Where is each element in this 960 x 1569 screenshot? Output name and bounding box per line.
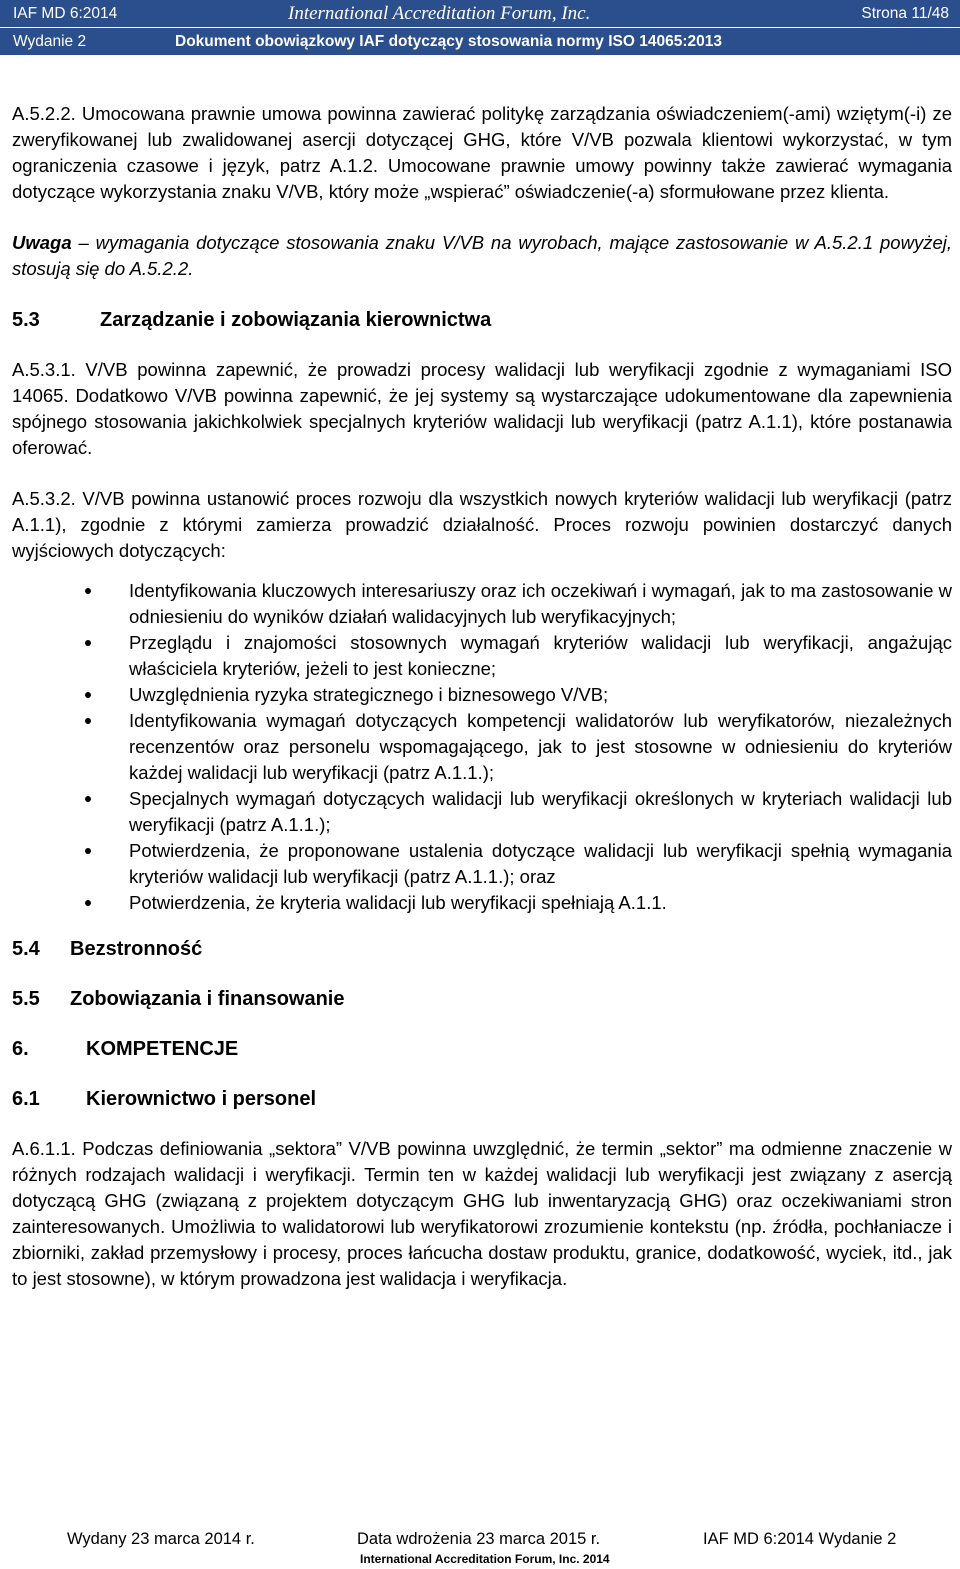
- note-label: Uwaga: [12, 232, 72, 253]
- heading-5-3: [12, 307, 952, 333]
- list-item-text: Przeglądu i znajomości stosownych wymagań kryteriów walidacji lub weryfikacji, angażując właściciela kryteriów, jeżeli to jest konieczne;: [129, 632, 952, 679]
- header-document-code: IAF MD 6:2014: [13, 5, 118, 22]
- footer-effective-date: Data wdrożenia 23 marca 2015 r.: [357, 1530, 601, 1548]
- heading-number: 5.3: [12, 309, 40, 331]
- list-item-text: Potwierdzenia, że kryteria walidacji lub weryfikacji spełniają A.1.1.: [129, 892, 667, 913]
- list-item: [129, 682, 952, 708]
- note-paragraph: [12, 230, 952, 282]
- heading-number: 5.4: [12, 938, 40, 960]
- header-document-title: Dokument obowiązkowy IAF dotyczący stosowania normy ISO 14065:2013: [175, 33, 722, 50]
- heading-number: 6.1: [12, 1088, 40, 1110]
- heading-title: KOMPETENCJE: [86, 1038, 239, 1060]
- heading-title: Bezstronność: [70, 938, 203, 960]
- footer-document-code: IAF MD 6:2014 Wydanie 2: [703, 1530, 897, 1548]
- header-organization: International Accreditation Forum, Inc.: [288, 3, 591, 24]
- bullet-icon: [85, 796, 91, 802]
- list-item-text: Specjalnych wymagań dotyczących walidacji lub weryfikacji określonych w kryteriach walidacji lub weryfikacji (patrz A.1.1.);: [129, 788, 952, 835]
- list-item: [129, 838, 952, 890]
- heading-6-1: [12, 1086, 952, 1112]
- heading-number: 5.5: [12, 988, 40, 1010]
- header-bar-bottom: [0, 28, 960, 55]
- paragraph-a5222: A.5.2.2. Umocowana prawnie umowa powinna zawierać politykę zarządzania oświadczeniem(-ami) wziętym(-i) ze zweryfikowanej lub zwalidowanej asercji dotyczącej GHG, które V/VB pozwala klientowi wykorzystać, w tym ograniczenia czasowe i język, patrz A.1.2. Umocowane prawnie umowy powinny także zawierać wymagania dotyczące wykorzystania znaku V/VB, który może „wspierać” oświadczenie(-a) sformułowane przez klienta.: [12, 103, 952, 202]
- document-body: [12, 101, 952, 1292]
- heading-5-4: [12, 936, 952, 962]
- paragraph-a532: A.5.3.2. V/VB powinna ustanowić proces rozwoju dla wszystkich nowych kryteriów walidacji lub weryfikacji (patrz A.1.1), zgodnie z którymi zamierza prowadzić działalność. Proces rozwoju powinien dostarczyć danych wyjściowych dotyczących:: [12, 488, 952, 561]
- list-item: [129, 630, 952, 682]
- bullet-icon: [85, 900, 91, 906]
- paragraph-a611: A.6.1.1. Podczas definiowania „sektora” V/VB powinna uwzględnić, że termin „sektor” ma odmienne znaczenie w różnych rodzajach walidacji i weryfikacji. Termin ten w każdej walidacji lub weryfikacji jest związany z asercją dotyczącą GHG (związaną z projektem dotyczącym GHG lub inwentaryzacją GHG) oraz oczekiwaniami stron zainteresowanych. Umożliwia to walidatorowi lub weryfikatorowi zrozumienie kontekstu (np. źródła, pochłaniacze i zbiorniki, zakład przemysłowy i procesy, proces łańcucha dostaw produktu, granice, dodatkowość, wyciek, itd., jak to jest stosowne), w którym prowadzona jest walidacja i weryfikacja.: [12, 1138, 952, 1289]
- note-text: – wymagania dotyczące stosowania znaku V/VB na wyrobach, mające zastosowanie w A.5.2.1 powyżej, stosują się do A.5.2.2.: [12, 232, 952, 279]
- heading-title: Kierownictwo i personel: [86, 1088, 317, 1110]
- list-item-text: Uwzględnienia ryzyka strategicznego i biznesowego V/VB;: [129, 684, 609, 705]
- list-item: [129, 708, 952, 786]
- footer-issued-date: Wydany 23 marca 2014 r.: [67, 1530, 255, 1548]
- bullet-icon: [85, 718, 91, 724]
- list-item: [129, 786, 952, 838]
- list-item: [129, 890, 952, 916]
- list-item-text: Potwierdzenia, że proponowane ustalenia dotyczące walidacji lub weryfikacji spełnią wymagania kryteriów walidacji lub weryfikacji (patrz A.1.1.); oraz: [129, 840, 952, 887]
- heading-title: Zarządzanie i zobowiązania kierownictwa: [100, 309, 492, 331]
- heading-title: Zobowiązania i finansowanie: [70, 988, 345, 1010]
- footer-copyright: International Accreditation Forum, Inc. 2014: [360, 1552, 610, 1566]
- header-page-number: Strona 11/48: [861, 5, 949, 22]
- heading-6: [12, 1036, 952, 1062]
- bullet-icon: [85, 848, 91, 854]
- bullet-icon: [85, 640, 91, 646]
- bullet-icon: [85, 588, 91, 594]
- heading-number: 6.: [12, 1038, 29, 1060]
- bullet-icon: [85, 692, 91, 698]
- header-bar-top: [0, 0, 960, 27]
- list-item-text: Identyfikowania wymagań dotyczących kompetencji walidatorów lub weryfikatorów, niezależnych recenzentów oraz personelu wspomagającego, jak to jest stosowne w odniesieniu do kryteriów każdej walidacji lub weryfikacji (patrz A.1.1.);: [129, 710, 952, 783]
- list-item: [129, 578, 952, 630]
- list-item-text: Identyfikowania kluczowych interesariuszy oraz ich oczekiwań i wymagań, jak to ma zastosowanie w odniesieniu do wyników działań walidacyjnych lub weryfikacyjnych;: [129, 580, 952, 627]
- paragraph-a531: A.5.3.1. V/VB powinna zapewnić, że prowadzi procesy walidacji lub weryfikacji zgodnie z wymaganiami ISO 14065. Dodatkowo V/VB powinna zapewnić, że jej systemy są wystarczające udokumentowane dla zapewnienia spójnego stosowania jakichkolwiek specjalnych kryteriów walidacji lub weryfikacji (patrz A.1.1), które postanawia oferować.: [12, 359, 952, 458]
- heading-5-5: [12, 986, 952, 1012]
- bullet-list: [12, 578, 952, 916]
- header-edition: Wydanie 2: [13, 33, 87, 50]
